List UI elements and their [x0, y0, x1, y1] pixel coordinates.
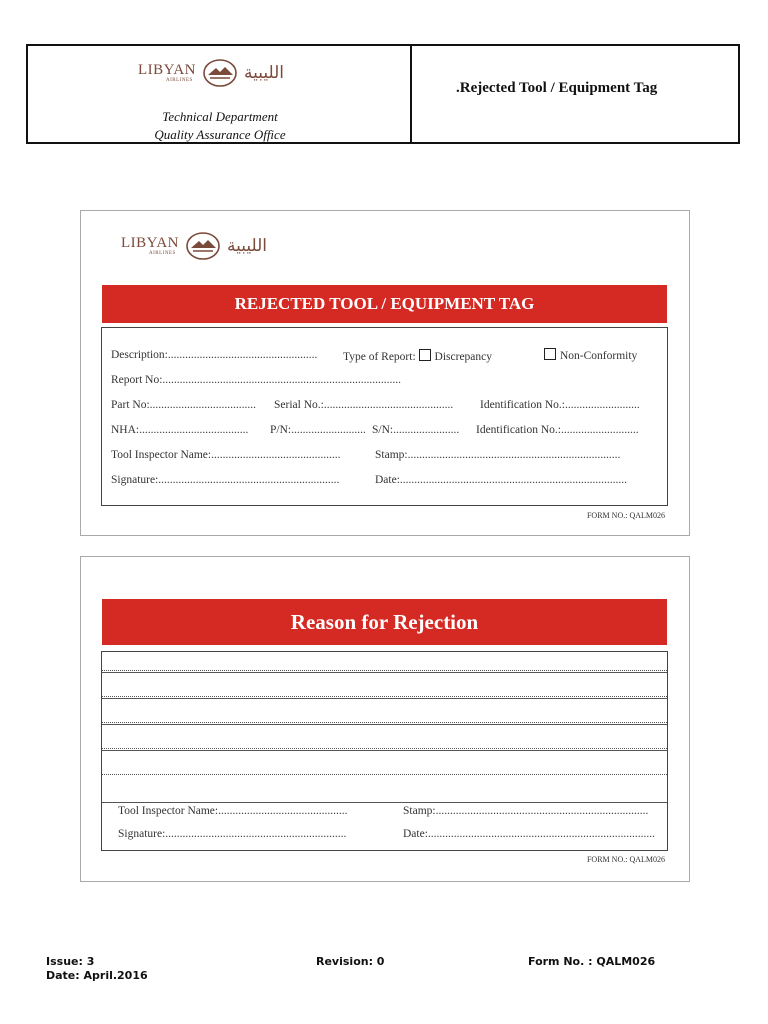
reason-card [80, 556, 690, 882]
non-conformity-option [544, 348, 637, 362]
reason-line[interactable] [102, 670, 667, 671]
department-block [28, 108, 412, 144]
footer-issue: Issue: 3 [46, 955, 95, 968]
pn-field[interactable]: P/N:.......................... [270, 424, 366, 436]
discrepancy-checkbox[interactable] [419, 349, 431, 361]
type-of-report-label: Type of Report: Discrepancy [343, 351, 493, 363]
department-name: Technical Department [162, 109, 278, 124]
tag-logo-wordmark: LIBYAN [121, 235, 179, 251]
tag-form-number: FORM NO.: QALM026 [586, 511, 665, 520]
office-name: Quality Assurance Office [154, 127, 286, 142]
tool-inspector-field[interactable]: Tool Inspector Name:............................................. [111, 449, 341, 461]
reason-line-rule [102, 672, 667, 673]
reason-tool-inspector-field[interactable]: Tool Inspector Name:............................................. [118, 805, 348, 817]
logo-wordmark: LIBYAN [138, 62, 196, 78]
reason-form-number: FORM NO.: QALM026 [586, 855, 665, 864]
reason-line-rule [102, 724, 667, 725]
sn-field[interactable]: S/N:....................... [372, 424, 460, 436]
reason-box [101, 651, 668, 851]
footer-revision: Revision: 0 [316, 955, 385, 968]
reason-signature-field[interactable]: Signature:............................................................... [118, 828, 347, 840]
reason-banner: Reason for Rejection [102, 599, 667, 645]
identification-no-field-1[interactable]: Identification No.:.......................... [480, 399, 640, 411]
tag-airline-logo [121, 231, 267, 261]
serial-no-field[interactable]: Serial No.:............................................. [274, 399, 454, 411]
tag-fields-box [101, 327, 668, 506]
tag-banner: REJECTED TOOL / EQUIPMENT TAG [102, 285, 667, 323]
footer-date: Date: April.2016 [46, 969, 148, 982]
document-header [26, 44, 740, 144]
nha-field[interactable]: NHA:...................................... [111, 424, 249, 436]
footer-form-number: Form No. : QALM026 [528, 955, 656, 968]
non-conformity-label: Non-Conformity [560, 350, 638, 362]
airline-logo [138, 58, 284, 88]
reason-line-rule [102, 698, 667, 699]
airline-emblem-icon [202, 58, 238, 88]
header-left-cell [28, 46, 412, 142]
signature-field[interactable]: Signature:............................................................... [111, 474, 340, 486]
reason-line[interactable] [102, 748, 667, 749]
header-right-cell [412, 46, 738, 142]
non-conformity-checkbox[interactable] [544, 348, 556, 360]
reason-date-field[interactable]: Date:............................................................................... [403, 828, 656, 840]
description-field[interactable]: Description:.................................................... [111, 349, 318, 361]
reason-line[interactable] [102, 774, 667, 775]
reason-stamp-field[interactable]: Stamp:.......................................................................... [403, 805, 649, 817]
reason-line[interactable] [102, 696, 667, 697]
report-no-field[interactable]: Report No:................................................................................... [111, 374, 402, 386]
tag-airline-emblem-icon [185, 231, 221, 261]
tag-logo-arabic-text: الليبية [227, 236, 268, 256]
reason-line[interactable] [102, 722, 667, 723]
identification-no-field-2[interactable]: Identification No.:........................... [476, 424, 639, 436]
stamp-field[interactable]: Stamp:.......................................................................... [375, 449, 621, 461]
part-no-field[interactable]: Part No:..................................... [111, 399, 257, 411]
rejected-tag-card [80, 210, 690, 536]
discrepancy-label: Discrepancy [434, 351, 493, 363]
document-title: .Rejected Tool / Equipment Tag [456, 80, 658, 96]
logo-subtitle: AIRLINES [166, 78, 193, 83]
tag-logo-subtitle: AIRLINES [149, 251, 176, 256]
date-field[interactable]: Date:............................................................................... [375, 474, 628, 486]
reason-line-rule [102, 750, 667, 751]
reason-section-divider [102, 802, 667, 803]
logo-arabic-text: الليبية [244, 63, 285, 83]
